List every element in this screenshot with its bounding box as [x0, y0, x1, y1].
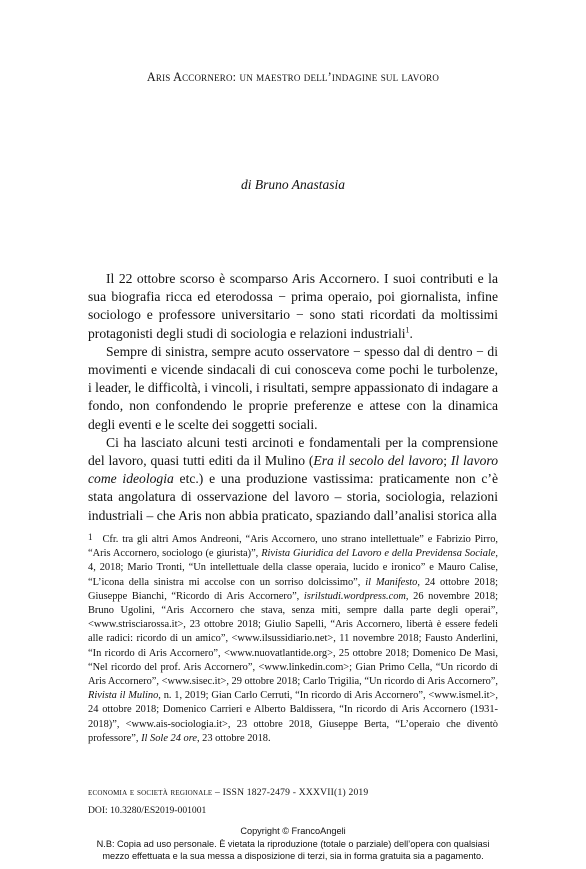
book-title-2: Il lavoro come ideologia [88, 453, 499, 487]
running-title: Aris Accornero: un maestro dell’indagine sul lavoro [146, 70, 440, 84]
footnote-journal-3: Rivista il Mulino [88, 690, 159, 702]
journal-name: economia e società regionale [88, 787, 213, 798]
paragraph-3-text-c: ; [443, 453, 451, 469]
footnote-text-9: , n. 1, 2019; Gian Carlo Cerruti, “In ricordo di Aris Accornero”, <www.ismel.it>, 24 ottobre 2018; Domenico Carrieri e Alberto Baldissera, “In ricordo di Aris Accornero (1931-2018)”, <www.ais-sociologia.it>, 23 ottobre 2018, Giuseppe Berta, “L’operaio che diventò professore”, [88, 690, 498, 744]
footnote-text-7: , 26 novembre 2018; Bruno Ugolini, “Aris Accornero che stava, senza miti, sempre dalla parte degli operai”, <www.strisciarossa.it>, 23 ottobre 2018; Giulio Sapelli, “Aris Accornero, libertà è essere fedeli alle radici: ricordo di un amico”, <www.ilsussidiario.net>, 11 novembre 2018; Fausto Anderlini, “In ricordo di Aris Accornero”, <www.nuovatlantide.org>, 25 ottobre 2018; Domenico De Masi, “Nel ricordo del prof. Aris Accornero”, <www.linkedin.com>; Gian Primo Cella, “Un ricordo di Aris Accornero”, <www.sisec.it>, 29 ottobre 2018; Carlo Trigilia, “Un ricordo di Aris Accornero”, [88, 590, 498, 688]
paragraph-2: Sempre di sinistra, sempre acuto osservatore − spesso dal di dentro − di movimenti e vicende sindacali di cui conosceva come pochi le turbolenze, i leader, le difficoltà, i vincoli, i risultati, sempre appassionato di indagare a fondo, non confondendo le proprie preferenze e attese con la dinamica degli eventi e le scelte dei soggetti sociali. [88, 343, 498, 432]
copyright-notice [0, 825, 586, 863]
footnote-site: isrilstudi.wordpress.com [303, 590, 406, 602]
paragraph-1-end: . [409, 325, 413, 341]
footnote-journal-1: Rivista Giuridica del Lavoro e della Previdensa Sociale [261, 548, 496, 560]
copyright-line: Copyright © FrancoAngeli [240, 826, 346, 836]
footnote-newspaper: Il Sole 24 ore [141, 732, 197, 744]
paragraph-1 [88, 270, 498, 343]
doi-line: DOI: 10.3280/ES2019-001001 [88, 805, 207, 816]
article-author: di Bruno Anastasia [240, 177, 345, 192]
footnote-text-5: , 24 ottobre 2018; Giuseppe Bianchi, “Ricordo di Aris Accornero”, [88, 576, 498, 602]
footnote-text-11: , 23 ottobre 2018. [196, 732, 271, 744]
article-body [88, 270, 498, 525]
book-title-1: Era il secolo del lavoro [313, 453, 444, 469]
usage-notice-line-2: mezzo effettuata e la sua messa a disposizione di terzi, sia in forma gratuita sia a pagamento. [102, 851, 484, 862]
paragraph-1-text: Il 22 ottobre scorso è scomparso Aris Accornero. I suoi contributi e la sua biografia ricca ed eterodossa − prima operaio, poi giornalista, infine sociologo e professore universitario − sono stati ricordati da moltissimi protagonisti degli studi di sociologia e relazioni industriali [88, 271, 498, 341]
footnote-journal-2: il Manifesto [365, 576, 418, 588]
journal-issn: – ISSN 1827-2479 - XXXVII(1) 2019 [212, 787, 369, 798]
paragraph-3-text-a: Ci ha lasciato alcuni testi arcinoti e fondamentali per la comprensione del lavoro, quasi tutti editi da il Mulino ( [88, 434, 498, 469]
footnote-reference[interactable]: 1 [405, 325, 410, 335]
footnote-text-3: , 4, 2018; Mario Tronti, “Un intellettuale della classe operaia, lucido e ironico” e Mauro Calise, “L’icona della sinistra mi accolse con un sorriso dolcissimo”, [88, 548, 498, 588]
footnote-text-1: Cfr. tra gli altri Amos Andreoni, “Aris Accornero, uno strano intellettuale” e Fabrizio Pirro, “Aris Accornero, sociologo (e giurista)”, [88, 534, 498, 560]
footnote-mark: 1 [88, 532, 93, 542]
usage-notice-line-1: N.B: Copia ad uso personale. È vietata la riproduzione (totale o parziale) dell’opera con qualsiasi [96, 838, 490, 849]
journal-issn-line [88, 787, 508, 798]
paragraph-3-text-e: etc.) e una produzione vastissima: praticamente non c’è stata angolatura di osservazione del lavoro – storia, sociologia, relazioni industriali – che Aris non abbia praticato, spaziando dall’analisi storica alla [88, 471, 498, 523]
paragraph-3 [88, 434, 498, 525]
footnote-1 [88, 530, 498, 746]
